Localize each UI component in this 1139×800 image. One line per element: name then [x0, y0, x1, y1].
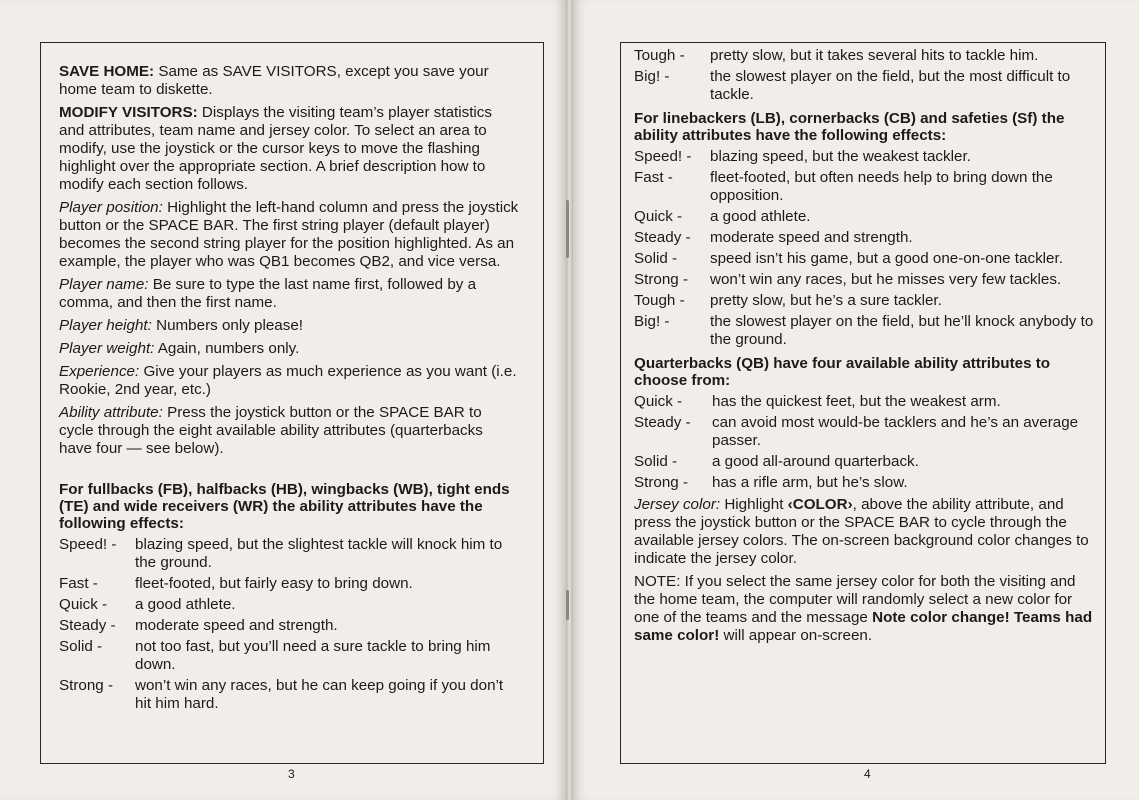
jersey-color-label: Jersey color:: [634, 496, 721, 513]
modify-visitors-paragraph: [59, 104, 519, 194]
modify-visitors-text: Displays the visiting team’s player statistics and attributes, team name and jersey color. To select an area to modify, use the joystick or the cursor keys to move the flashing highlight over the appropriate section. A brief description how to modify each section follows.: [59, 104, 492, 193]
player-position-paragraph: [59, 199, 519, 271]
attribute-item: [59, 617, 519, 635]
attribute-item: [634, 313, 1096, 349]
jersey-color-text-before: Highlight: [724, 496, 784, 513]
qb-attributes-list: [634, 393, 1096, 492]
attribute-desc: a good all-around quarterback.: [712, 453, 919, 470]
page-number: 3: [288, 767, 295, 781]
attribute-name: Solid -: [59, 638, 103, 655]
attribute-item: [634, 271, 1096, 289]
player-name-text: Be sure to type the last name first, followed by a comma, and then the first name.: [59, 276, 477, 311]
attribute-item: [634, 208, 1096, 226]
attribute-item: [59, 596, 519, 614]
page-3-content: [59, 63, 519, 716]
offense-attributes-continued: [634, 47, 1096, 104]
save-home-title: SAVE HOME:: [59, 63, 155, 80]
attribute-item: [634, 414, 1096, 450]
attribute-name: Strong -: [634, 474, 689, 491]
attribute-desc: blazing speed, but the weakest tackler.: [710, 148, 971, 165]
note-text-before: NOTE: If you select the same jersey color for both the visiting and the home team, the computer will randomly select a new color for one of the teams and the message: [634, 573, 1076, 626]
attribute-name: Solid -: [634, 250, 678, 267]
experience-text: Give your players as much experience as you want (i.e. Rookie, 2nd year, etc.): [59, 363, 517, 398]
book-spine: [566, 0, 573, 800]
attribute-name: Speed! -: [59, 536, 117, 553]
player-name-label: Player name:: [59, 276, 149, 293]
note-text-after: will appear on-screen.: [723, 627, 873, 644]
attribute-name: Fast -: [59, 575, 98, 592]
attribute-item: [59, 536, 519, 572]
save-home-text: Same as SAVE VISITORS, except you save your home team to diskette.: [59, 63, 489, 98]
attribute-name: Solid -: [634, 453, 678, 470]
attribute-desc: the slowest player on the field, but the most difficult to tackle.: [710, 68, 1071, 103]
save-home-paragraph: [59, 63, 519, 99]
player-weight-paragraph: [59, 340, 519, 358]
player-height-paragraph: [59, 317, 519, 335]
player-height-label: Player height:: [59, 317, 152, 334]
attribute-desc: has a rifle arm, but he’s slow.: [712, 474, 908, 491]
attribute-item: [59, 677, 519, 713]
attribute-name: Strong -: [59, 677, 114, 694]
player-name-paragraph: [59, 276, 519, 312]
attribute-desc: can avoid most would-be tacklers and he’s an average passer.: [712, 414, 1079, 449]
color-key-label: ‹COLOR›: [787, 496, 853, 513]
experience-label: Experience:: [59, 363, 140, 380]
attribute-desc: not too fast, but you’ll need a sure tackle to bring him down.: [135, 638, 491, 673]
staple: [566, 200, 569, 258]
jersey-color-text-after: , above the ability attribute, and press the joystick button or the SPACE BAR to cycle through the available jersey colors. The on-screen background color changes to indicate the jersey color.: [634, 496, 1089, 567]
attribute-desc: fleet-footed, but fairly easy to bring down.: [135, 575, 413, 592]
attribute-item: [634, 229, 1096, 247]
attribute-desc: the slowest player on the field, but he’ll knock anybody to the ground.: [710, 313, 1094, 348]
ability-attribute-label: Ability attribute:: [59, 404, 163, 421]
ability-attribute-paragraph: [59, 404, 519, 458]
attribute-desc: speed isn’t his game, but a good one-on-one tackler.: [710, 250, 1063, 267]
attribute-item: [634, 292, 1096, 310]
page-3: [0, 0, 566, 800]
player-height-text: Numbers only please!: [156, 317, 303, 334]
attribute-name: Steady -: [634, 414, 691, 431]
jersey-color-paragraph: [634, 496, 1096, 568]
attribute-item: [634, 393, 1096, 411]
defense-attributes-heading: For linebackers (LB), cornerbacks (CB) and safeties (Sf) the ability attributes have the following effects:: [634, 110, 1065, 144]
ability-attribute-text: Press the joystick button or the SPACE BAR to cycle through the eight available ability attributes (quarterbacks have four — see below).: [59, 404, 483, 457]
offense-attributes-list: [59, 536, 519, 713]
player-weight-label: Player weight:: [59, 340, 155, 357]
player-position-label: Player position:: [59, 199, 163, 216]
attribute-name: Steady -: [634, 229, 691, 246]
modify-visitors-title: MODIFY VISITORS:: [59, 104, 198, 121]
attribute-item: [634, 148, 1096, 166]
qb-attributes-heading: Quarterbacks (QB) have four available ability attributes to choose from:: [634, 355, 1051, 389]
attribute-desc: won’t win any races, but he can keep going if you don’t hit him hard.: [135, 677, 504, 712]
attribute-name: Quick -: [59, 596, 108, 613]
attribute-item: [634, 250, 1096, 268]
offense-attributes-heading: For fullbacks (FB), halfbacks (HB), wingbacks (WB), tight ends (TE) and wide receivers (WR) the ability attributes have the following effects:: [59, 481, 510, 532]
attribute-name: Big! -: [634, 68, 670, 85]
player-weight-text: Again, numbers only.: [157, 340, 300, 357]
attribute-desc: won’t win any races, but he misses very few tackles.: [710, 271, 1062, 288]
attribute-desc: pretty slow, but it takes several hits to tackle him.: [710, 47, 1039, 64]
note-paragraph: [634, 573, 1096, 645]
page-4-content: [634, 47, 1096, 650]
player-position-text: Highlight the left-hand column and press the joystick button or the SPACE BAR. The first string player (default player) becomes the second string player for the position highlighted. As an example, the player who was QB1 becomes QB2, and vice versa.: [59, 199, 519, 270]
attribute-name: Tough -: [634, 47, 685, 64]
attribute-desc: a good athlete.: [135, 596, 236, 613]
page-4: [573, 0, 1139, 800]
attribute-desc: moderate speed and strength.: [710, 229, 913, 246]
attribute-desc: moderate speed and strength.: [135, 617, 338, 634]
attribute-item: [634, 169, 1096, 205]
attribute-item: [59, 638, 519, 674]
attribute-desc: fleet-footed, but often needs help to bring down the opposition.: [710, 169, 1053, 204]
attribute-name: Strong -: [634, 271, 689, 288]
attribute-name: Big! -: [634, 313, 670, 330]
attribute-name: Quick -: [634, 208, 683, 225]
attribute-item: [634, 47, 1096, 65]
experience-paragraph: [59, 363, 519, 399]
attribute-name: Speed! -: [634, 148, 692, 165]
attribute-item: [634, 453, 1096, 471]
attribute-name: Fast -: [634, 169, 673, 186]
staple: [566, 590, 569, 620]
attribute-desc: a good athlete.: [710, 208, 811, 225]
attribute-desc: has the quickest feet, but the weakest arm.: [712, 393, 1001, 410]
attribute-name: Steady -: [59, 617, 116, 634]
attribute-name: Tough -: [634, 292, 685, 309]
attribute-name: Quick -: [634, 393, 683, 410]
attribute-desc: pretty slow, but he’s a sure tackler.: [710, 292, 942, 309]
attribute-item: [634, 68, 1096, 104]
attribute-item: [634, 474, 1096, 492]
page-number: 4: [864, 767, 871, 781]
defense-attributes-list: [634, 148, 1096, 349]
attribute-item: [59, 575, 519, 593]
attribute-desc: blazing speed, but the slightest tackle will knock him to the ground.: [135, 536, 503, 571]
note-message: Note color change! Teams had same color!: [634, 609, 1093, 644]
